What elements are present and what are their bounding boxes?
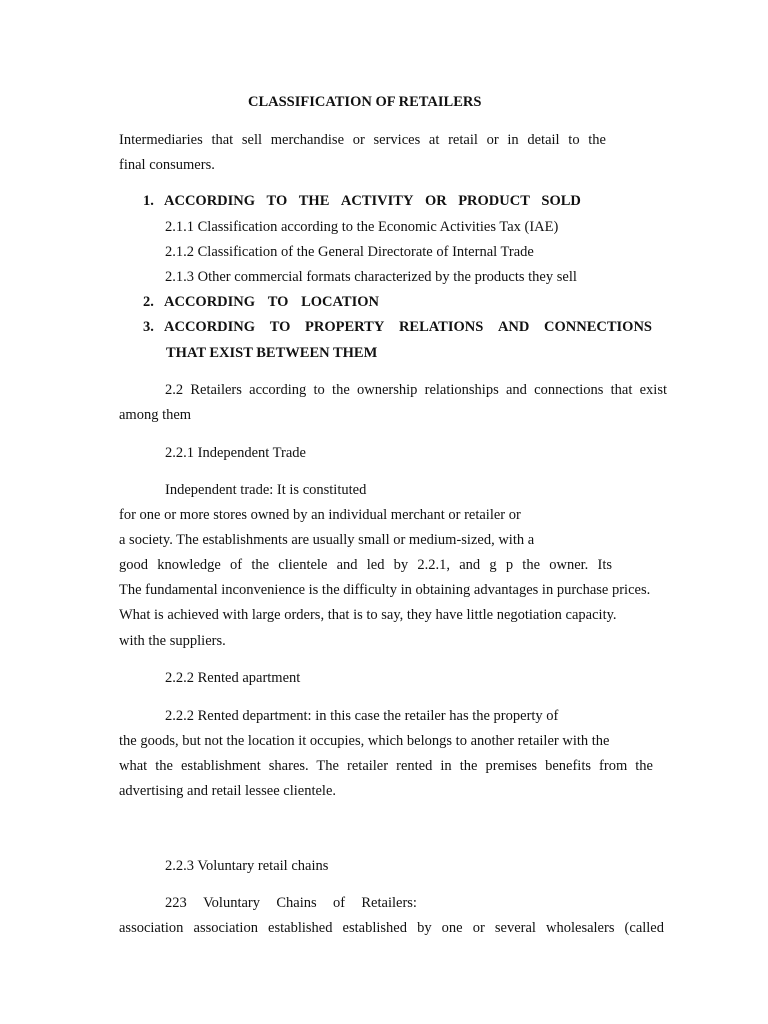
outline-heading-3-cont: THAT EXIST BETWEEN THEM [166, 345, 378, 361]
heading-word: ACCORDING [164, 193, 256, 209]
heading-word: CONNECTIONS [544, 319, 652, 335]
sec221-line: good knowledge of the clientele and led by 2.2.1, and g p the owner. Its [119, 557, 612, 573]
heading-word: LOCATION [301, 294, 379, 310]
document-title: CLASSIFICATION OF RETAILERS [248, 94, 482, 110]
sec223-line-1 [165, 894, 417, 912]
sec221-line: What is achieved with large orders, that is to say, they have little negotiation capacity. [119, 607, 617, 623]
sec223-word: of [332, 895, 346, 911]
outline-sub-2: 2.1.2 Classification of the General Directorate of Internal Trade [165, 244, 534, 260]
heading-word: TO [266, 193, 288, 209]
outline-number-3: 3. [143, 319, 154, 335]
intro-line-1: Intermediaries that sell merchandise or services at retail or in detail to the [119, 132, 606, 148]
outline-heading-2 [164, 293, 379, 311]
outline-number-2: 2. [143, 294, 154, 310]
heading-word: PRODUCT [458, 193, 530, 209]
outline-heading-3 [164, 318, 652, 336]
outline-sub-1: 2.1.1 Classification according to the Economic Activities Tax (IAE) [165, 219, 559, 235]
intro-line-2: final consumers. [119, 157, 215, 173]
heading-word: TO [267, 294, 289, 310]
sec222-line: advertising and retail lessee clientele. [119, 783, 337, 799]
heading-word: SOLD [541, 193, 581, 209]
heading-word: ACCORDING [164, 319, 256, 335]
sec221-line: a society. The establishments are usually small or medium-sized, with a [119, 532, 535, 548]
heading-word: THE [298, 193, 330, 209]
sec222-line: the goods, but not the location it occupies, which belongs to another retailer with the [119, 733, 610, 749]
sec222-line: 2.2.2 Rented department: in this case the retailer has the property of [165, 708, 559, 724]
sec22-line-2: among them [119, 407, 192, 423]
outline-sub-3: 2.1.3 Other commercial formats characterized by the products they sell [165, 269, 577, 285]
heading-word: TO [269, 319, 291, 335]
heading-word: PROPERTY [305, 319, 385, 335]
sec222-heading: 2.2.2 Rented apartment [165, 670, 301, 686]
heading-word: OR [424, 193, 447, 209]
sec223-word: 223 [165, 895, 187, 911]
heading-word: ACTIVITY [340, 193, 414, 209]
sec221-line: The fundamental inconvenience is the difficulty in obtaining advantages in purchase prices. [119, 582, 651, 598]
heading-word: ACCORDING [164, 294, 256, 310]
sec223-word: Chains [276, 895, 317, 911]
sec223-line-2: association association established established by one or several wholesalers (called [119, 920, 664, 936]
sec223-word: Retailers: [361, 895, 417, 911]
heading-word: AND [497, 319, 530, 335]
sec221-line: Independent trade: It is constituted [165, 482, 367, 498]
sec223-heading: 2.2.3 Voluntary retail chains [165, 858, 329, 874]
sec22-line-1: 2.2 Retailers according to the ownership relationships and connections that exist [165, 382, 667, 398]
heading-word: RELATIONS [398, 319, 484, 335]
sec222-line: what the establishment shares. The retailer rented in the premises benefits from the [119, 758, 653, 774]
outline-number-1: 1. [143, 193, 154, 209]
outline-heading-1 [164, 192, 581, 210]
sec221-line: for one or more stores owned by an individual merchant or retailer or [119, 507, 521, 523]
sec223-word: Voluntary [203, 895, 261, 911]
sec221-heading: 2.2.1 Independent Trade [165, 445, 306, 461]
sec221-line: with the suppliers. [119, 633, 226, 649]
